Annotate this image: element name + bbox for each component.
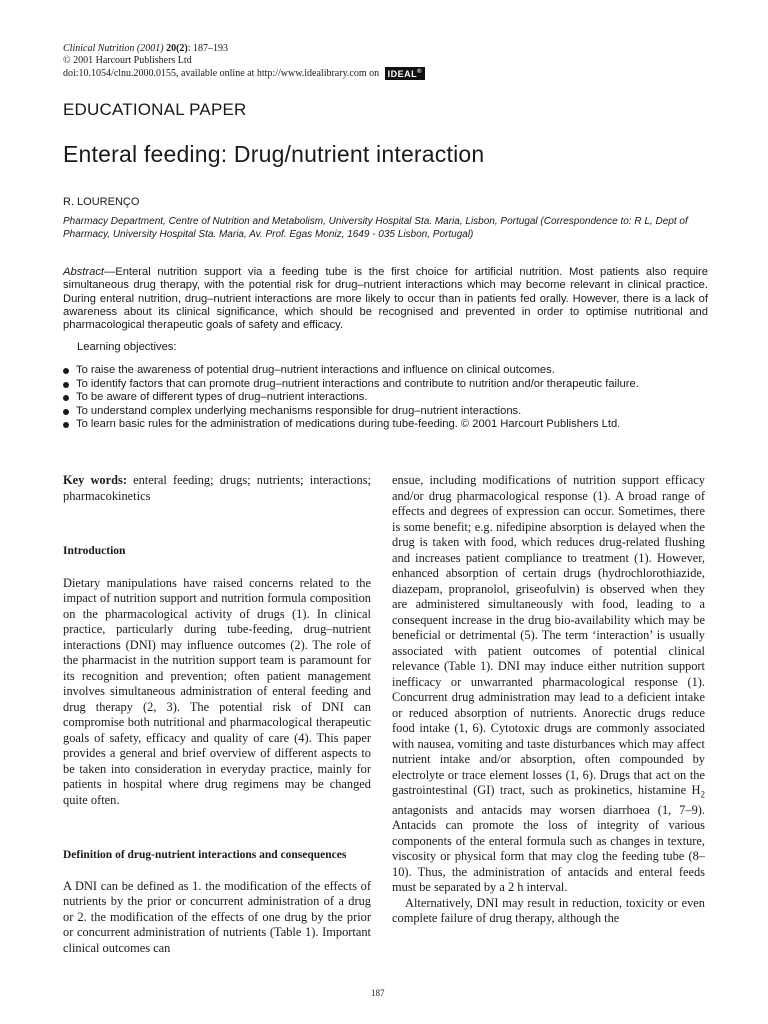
- keywords-label: Key words:: [63, 473, 127, 487]
- author-name: R. LOURENÇO: [63, 196, 140, 208]
- definition-heading: Definition of drug-nutrient interactions and consequences: [63, 849, 347, 861]
- objective-item: To be aware of different types of drug–nutrient interactions.: [63, 391, 723, 405]
- page-number: 187: [371, 988, 385, 998]
- keywords-text: enteral feeding; drugs; nutrients; interactions; pharmacokinetics: [63, 473, 371, 503]
- introduction-heading: Introduction: [63, 545, 126, 557]
- keywords: [63, 473, 371, 504]
- journal-name: Clinical Nutrition (2001): [63, 43, 164, 54]
- author-affiliation: Pharmacy Department, Centre of Nutrition and Metabolism, University Hospital Sta. Maria, Lisbon, Portugal (Correspondence to: R L, Dept of Pharmacy, University Hospital Sta. Maria, Av. Prof. Egas Moniz, 1649 - 035 Lisbon, Portugal): [63, 216, 688, 240]
- bullet-icon: [63, 422, 69, 428]
- objective-item: To identify factors that can promote drug–nutrient interactions and contribute to nutrition and/or therapeutic failure.: [63, 378, 723, 392]
- objective-item: To understand complex underlying mechanisms responsible for drug–nutrient interactions.: [63, 405, 723, 419]
- bullet-icon: [63, 382, 69, 388]
- ideal-logo: IDEAL®: [385, 67, 425, 80]
- abstract: [63, 266, 708, 332]
- bullet-icon: [63, 368, 69, 374]
- paper-title: Enteral feeding: Drug/nutrient interaction: [63, 141, 485, 167]
- section-label: EDUCATIONAL PAPER: [63, 100, 247, 119]
- abstract-text: —Enteral nutrition support via a feeding tube is the first choice for artificial nutrition. Most patients also require simultaneous drug therapy, with the potential risk for drug–nutrient interactions which may become relevant in clinical practice. During enteral nutrition, drug–nutrient interactions are more likely to occur than in patients fed orally. However, there is a lack of awareness about its clinical significance, which should be recognised and prevented in order to optimise nutritional and pharmacological therapeutic goals of safety and efficacy.: [63, 266, 708, 332]
- definition-paragraph: A DNI can be defined as 1. the modification of the effects of nutrients by the prior or concurrent administration of a drug or 2. the modification of the effects of one drug by the prior or concurrent administration of nutrients (Table 1). Important clinical outcomes can: [63, 878, 371, 955]
- introduction-paragraph: Dietary manipulations have raised concerns related to the impact of nutrition support and nutrition formula composition on the pharmacological activity of drugs (1). In clinical practice, particularly during tube-feeding, drug–nutrient interactions (DNI) may influence outcomes (2). The role of the pharmacist in the nutrition support team is paramount for its recognition and prevention; often patient management involves simultaneous administration of enteral feeding and drug therapy (2, 3). The potential risk of DNI can compromise both nutritional and pharmacological therapeutic goals of safety, efficacy and quality of care (4). This paper provides a general and brief overview of different aspects to be taken into consideration in everyday practice, mainly for patients in hospital where drug regimens may be changed quite often.: [63, 575, 371, 807]
- citation-header: [63, 43, 703, 80]
- learning-objectives-list: [63, 364, 723, 432]
- left-column: [63, 473, 371, 956]
- doi-line: doi:10.1054/clnu.2000.0155, available online at http://www.idealibrary.com on: [63, 67, 380, 79]
- journal-volume: 20(2): [166, 43, 188, 54]
- body-paragraph: ensue, including modifications of nutrition support efficacy and/or drug pharmacological response (1). A broad range of effects and degrees of expression can occur. Sometimes, there is some benefit; e.g. nifedipine absorption is delayed when the drug is taken with food, which reduces drug-related flushing and increases patient compliance to treatment (1). However, enhanced absorption of certain drugs (hydrochlorothiazide, diazepam, propranolol, griseofulvin) is observed when they are administered simultaneously with food, leading to a consequent increase in the drug bio-availability which may be beneficial or detrimental (5). The term ‘interaction’ is usually associated with patient outcomes of potential clinical relevance (Table 1). DNI may induce either nutrition support inefficacy or unwarranted pharmacological response (1). Concurrent drug administration may lead to a deficient intake or reduced absorption of nutrients. Anorectic drugs reduce food intake (1, 6). Cytotoxic drugs are commonly associated with nausea, vomiting and taste disturbances which may affect nutrient intake and/or absorption, often compounded by electrolyte or trace element losses (1, 6). Drugs that act on the gastrointestinal (GI) tract, such as prokinetics, histamine $H_2$ antagonists and antacids may worsen diarrhoea (1, 7–9). Antacids can promote the loss of integrity of various components of the enteral formula such as changes in texture, viscosity or physical form that may clog the feeding tube (8–10). Thus, the administration of antacids and enteral feeds must be separated by a 2 h interval.: [392, 473, 705, 895]
- objective-item: To raise the awareness of potential drug–nutrient interactions and influence on clinical outcomes.: [63, 364, 723, 378]
- body-paragraph: Alternatively, DNI may result in reduction, toxicity or even complete failure of drug therapy, although the: [392, 895, 705, 926]
- objective-item: To learn basic rules for the administration of medications during tube-feeding. © 2001 Harcourt Publishers Ltd.: [63, 418, 723, 432]
- abstract-label: Abstract: [63, 266, 105, 278]
- bullet-icon: [63, 409, 69, 415]
- bullet-icon: [63, 395, 69, 401]
- right-column: [392, 473, 705, 927]
- copyright-line: © 2001 Harcourt Publishers Ltd: [63, 55, 192, 66]
- learning-objectives-label: Learning objectives:: [77, 341, 177, 353]
- journal-pages: : 187–193: [187, 43, 229, 54]
